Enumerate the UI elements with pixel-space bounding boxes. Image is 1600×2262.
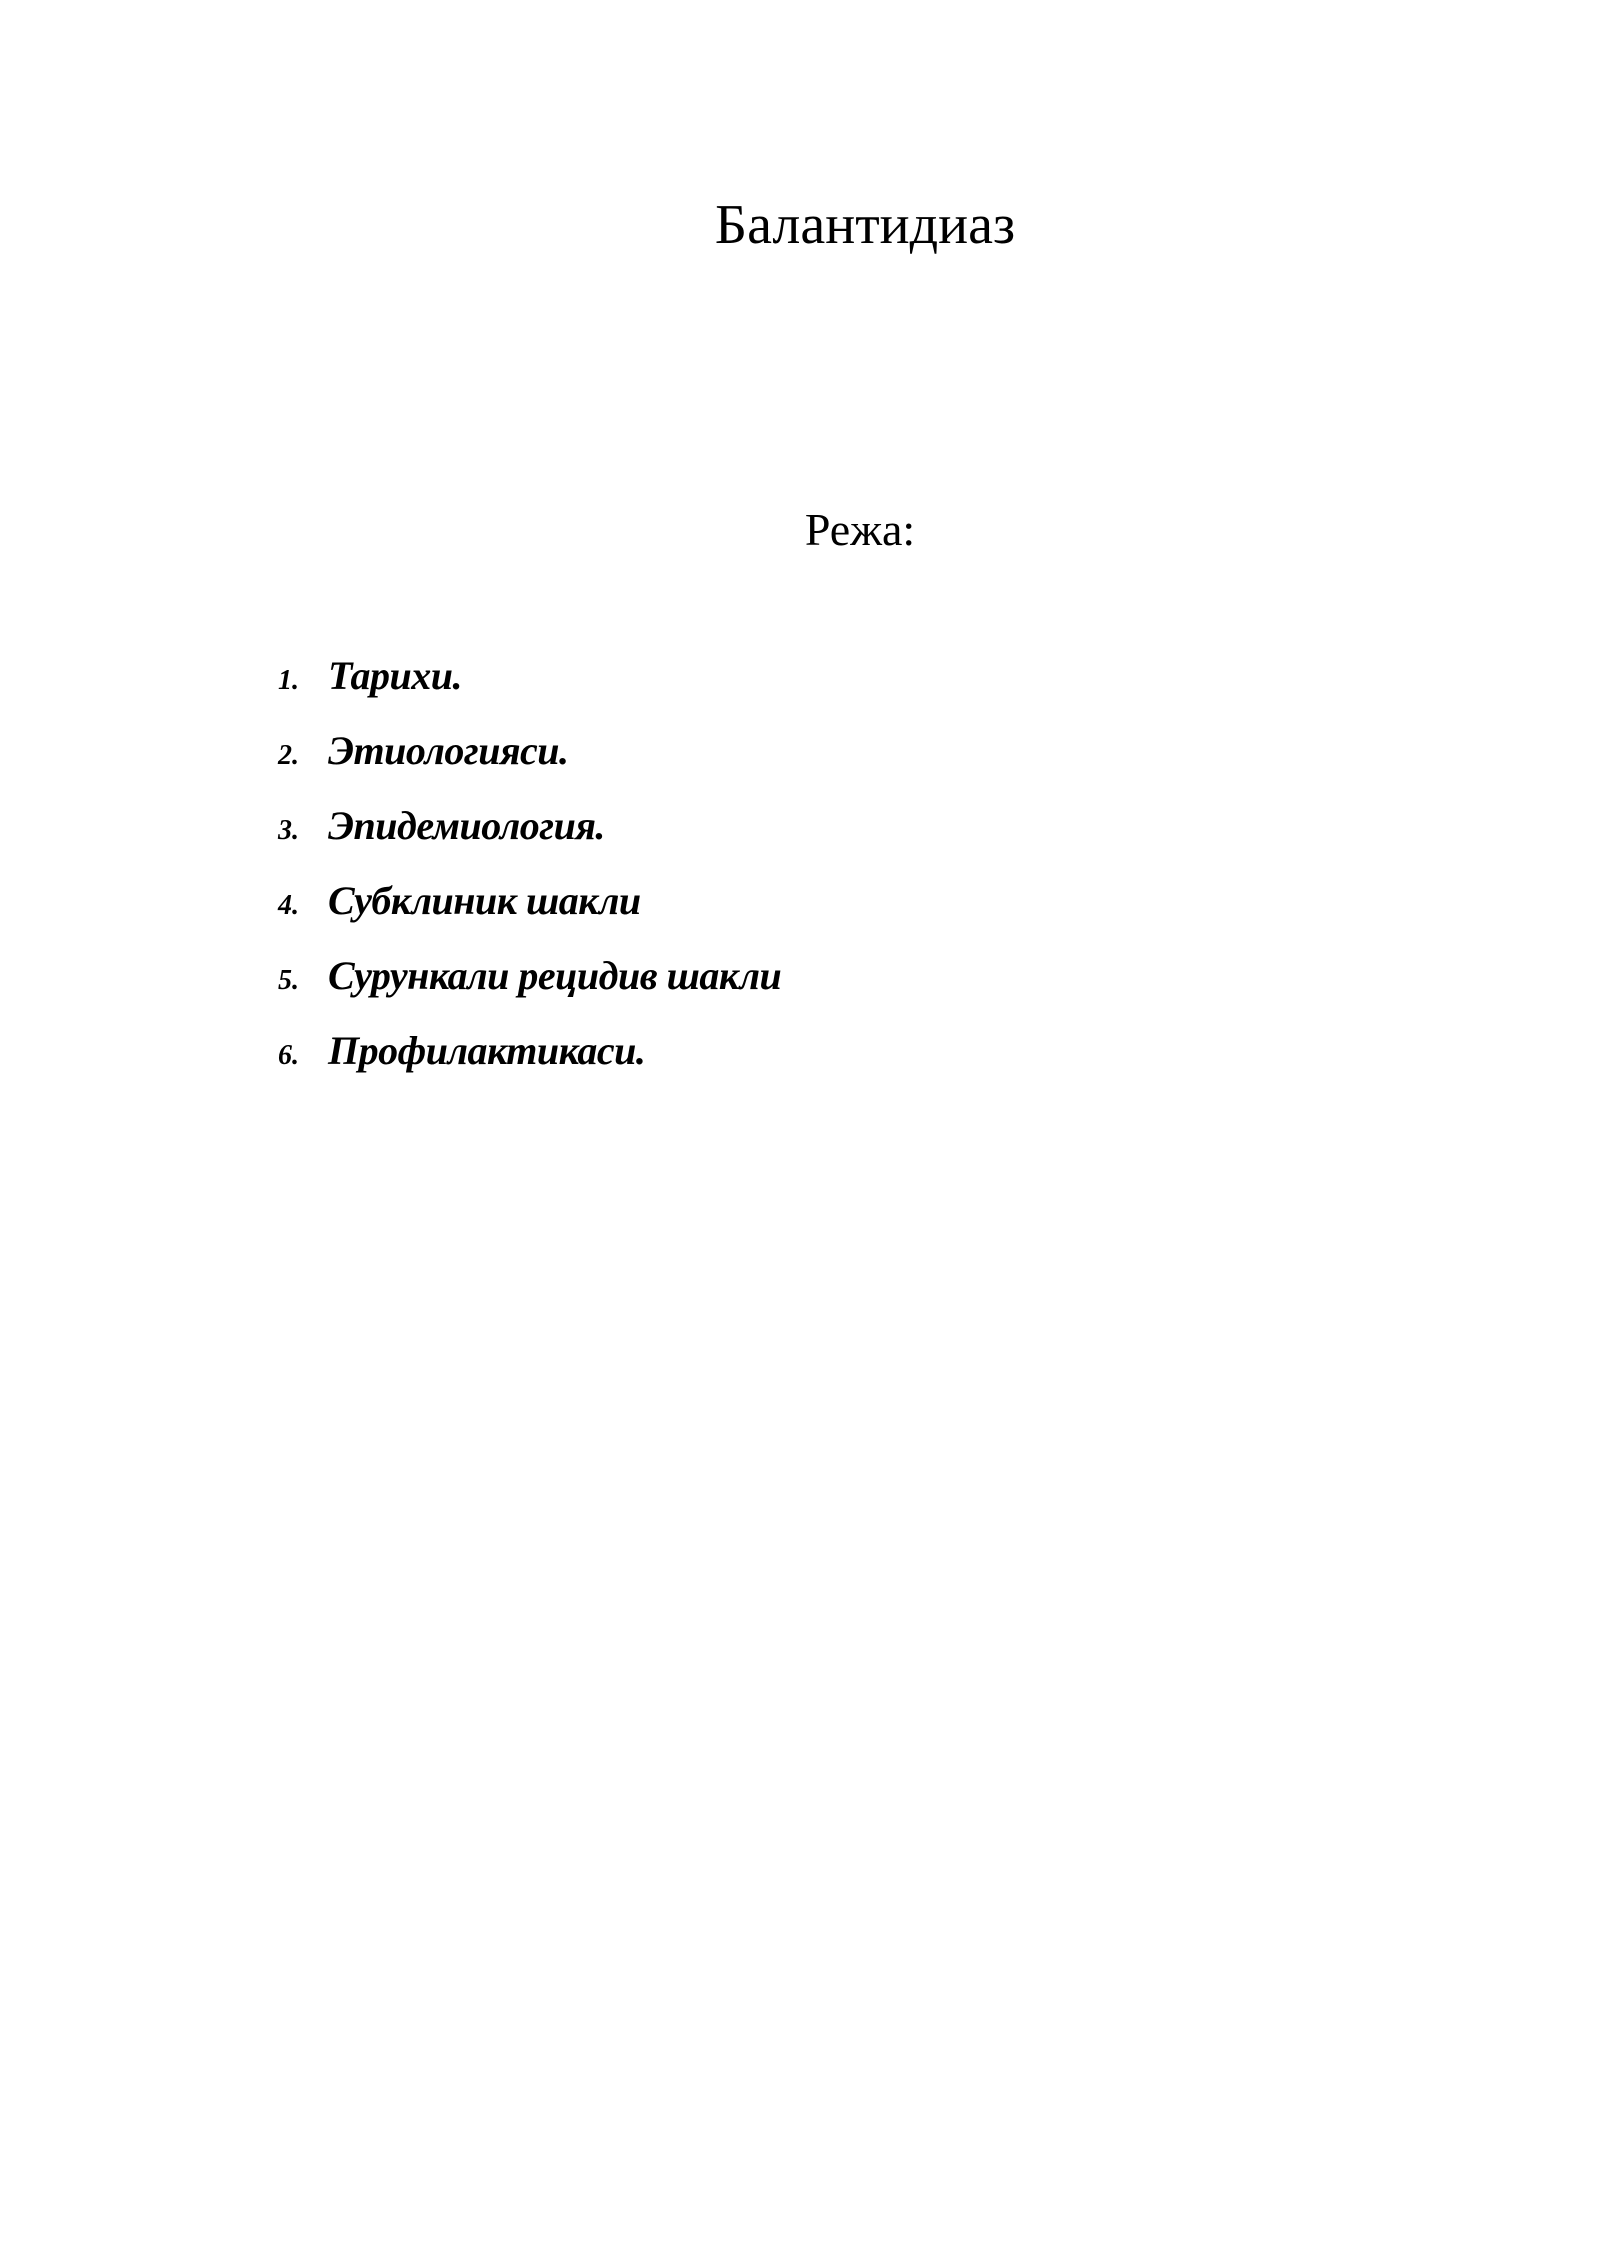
document-title: Балантидиаз bbox=[714, 193, 1016, 256]
plan-item-text: Этиологияси. bbox=[328, 728, 569, 773]
plan-item-text: Тарихи. bbox=[328, 653, 462, 698]
plan-list bbox=[278, 646, 781, 1096]
plan-item-number: 2. bbox=[278, 740, 299, 771]
plan-heading: Режа: bbox=[804, 504, 916, 555]
plan-item-history bbox=[278, 646, 781, 721]
plan-item-epidemiology bbox=[278, 796, 781, 871]
plan-item-text: Субклиник шакли bbox=[328, 878, 641, 923]
plan-item-text: Эпидемиология. bbox=[328, 803, 605, 848]
plan-item-etiology bbox=[278, 721, 781, 796]
plan-item-text: Профилактикаси. bbox=[328, 1028, 646, 1073]
plan-item-number: 3. bbox=[278, 815, 299, 846]
plan-item-chronic-relapsing-form bbox=[278, 946, 781, 1021]
plan-item-subclinical-form bbox=[278, 871, 781, 946]
plan-item-number: 6. bbox=[278, 1040, 299, 1071]
plan-item-number: 1. bbox=[278, 665, 299, 696]
plan-item-number: 5. bbox=[278, 965, 299, 996]
plan-item-number: 4. bbox=[278, 890, 299, 921]
plan-item-prevention bbox=[278, 1021, 781, 1096]
plan-item-text: Сурункали рецидив шакли bbox=[328, 953, 782, 998]
